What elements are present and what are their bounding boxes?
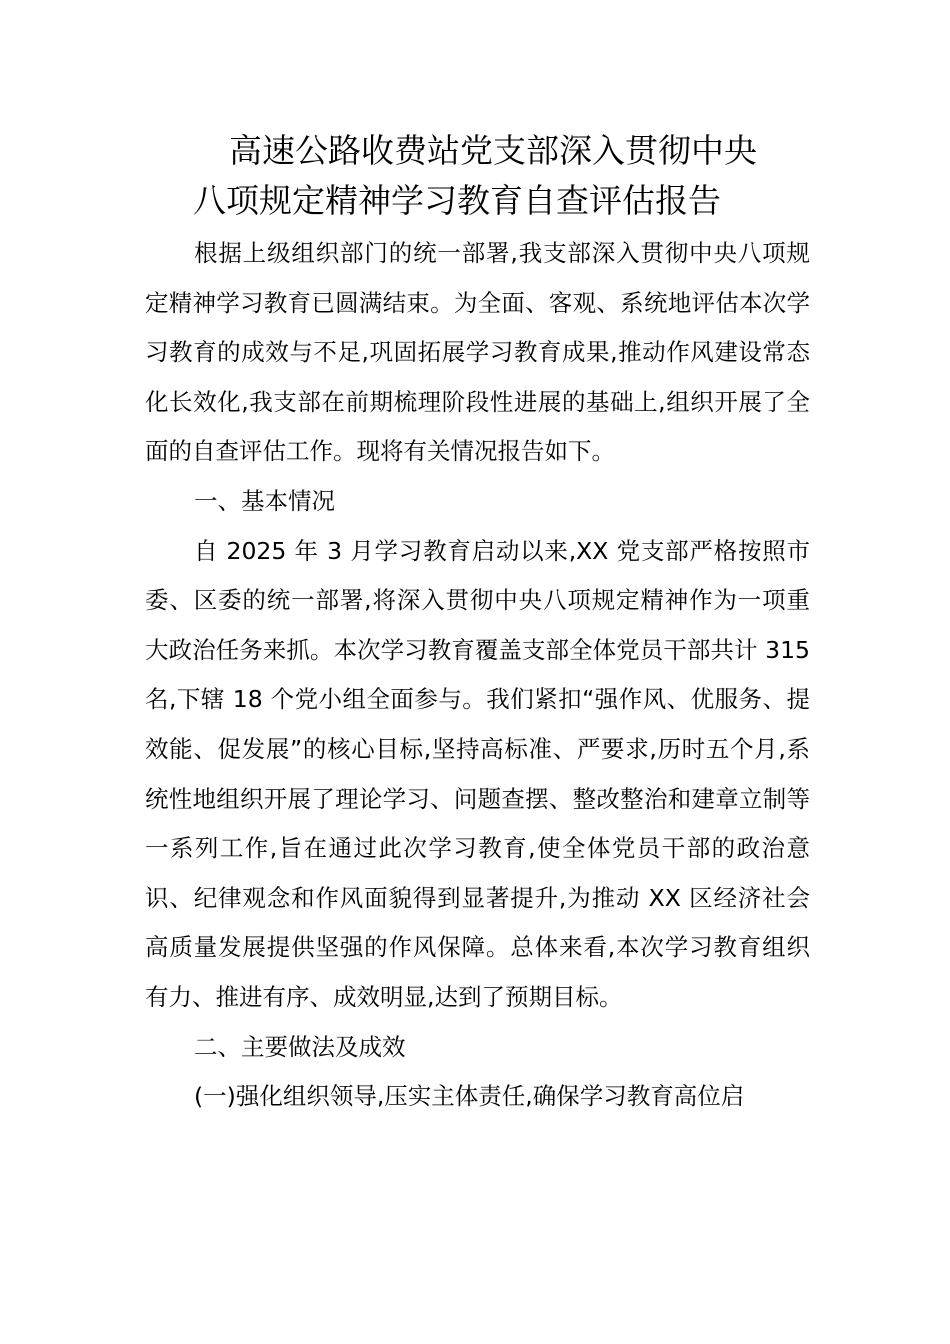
subsection-heading-organization-leadership: (一)强化组织领导,压实主体责任,确保学习教育高位启 [194,1082,745,1111]
document-body [145,229,810,1122]
section-heading-basic-situation: 一、基本情况 [194,486,335,515]
basic-situation-paragraph: 自 2025 年 3 月学习教育启动以来,XX 党支部严格按照市委、区委的统一部署,将深入贯彻中央八项规定精神作为一项重大政治任务来抓。本次学习教育覆盖支部全体党员干部共计 315 名,下辖 18 个党小组全面参与。我们紧扣“强作风、优服务、提效能、促发展”的核心目标,坚持高标准、严要求,历时五个月,系统性地组织开展了理论学习、问题查摆、整改整治和建章立制等一系列工作,旨在通过此次学习教育,使全体党员干部的政治意识、纪律观念和作风面貌得到显著提升,为推动 XX 区经济社会高质量发展提供坚强的作风保障。总体来看,本次学习教育组织有力、推进有序、成效明显,达到了预期目标。 [145,536,810,1011]
document-title-line-2: 八项规定精神学习教育自查评估报告 [193,181,721,220]
intro-paragraph: 根据上级组织部门的统一部署,我支部深入贯彻中央八项规定精神学习教育已圆满结束。为全面、客观、系统地评估本次学习教育的成效与不足,巩固拓展学习教育成果,推动作风建设常态化长效化,我支部在前期梳理阶段性进展的基础上,组织开展了全面的自查评估工作。现将有关情况报告如下。 [145,239,810,466]
document-title-line-1: 高速公路收费站党支部深入贯彻中央 [229,131,757,170]
section-heading-main-practices: 二、主要做法及成效 [194,1032,406,1061]
